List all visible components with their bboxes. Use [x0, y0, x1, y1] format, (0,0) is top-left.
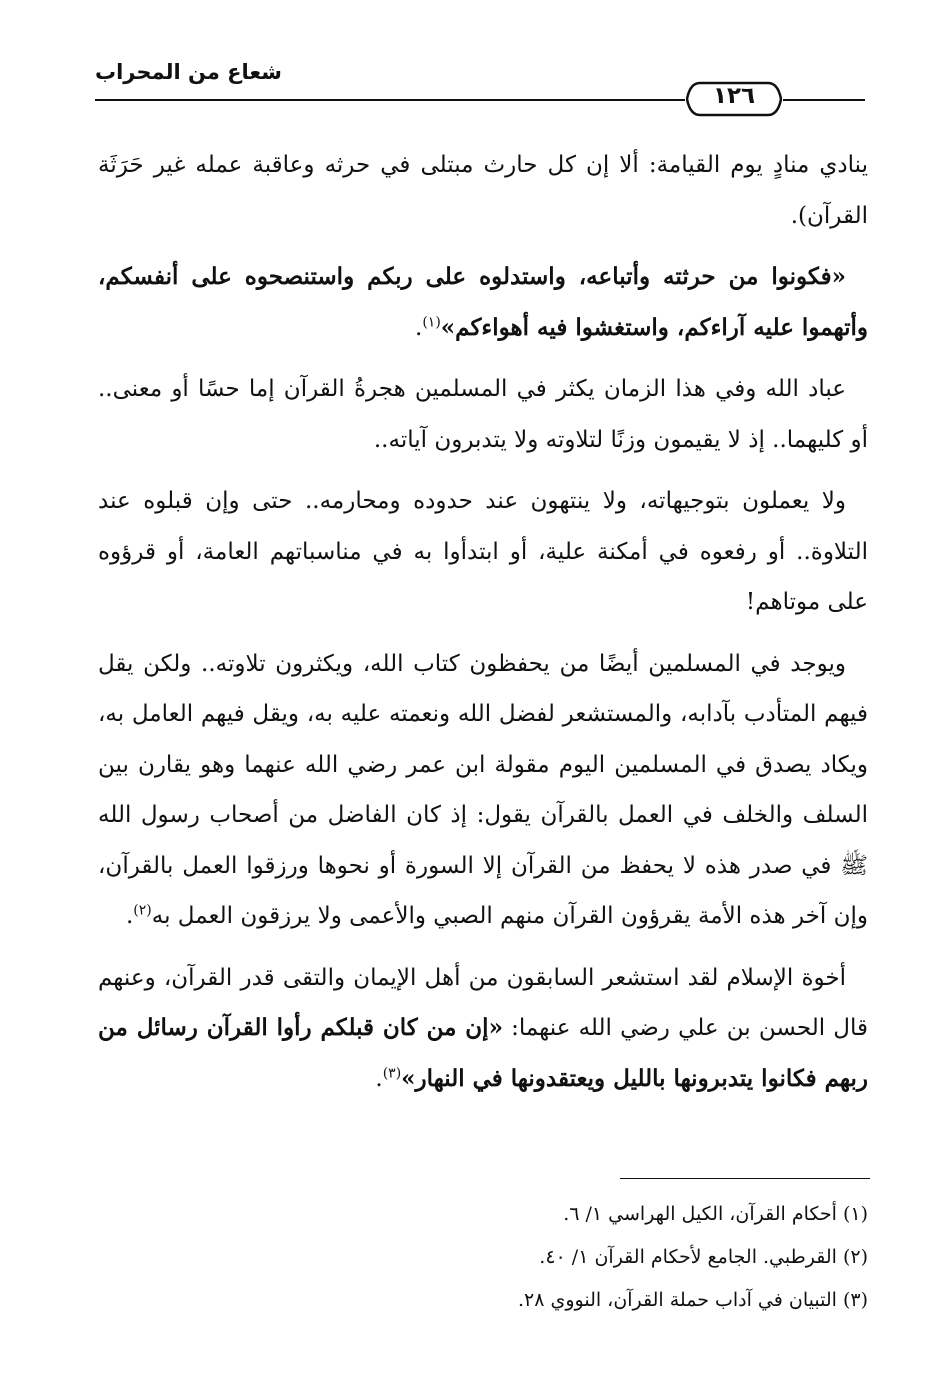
footnote-reference: (١) [422, 313, 441, 330]
paragraph-text: . [415, 314, 423, 341]
body-text [98, 140, 868, 1115]
page-number: ١٢٦ [712, 83, 756, 109]
paragraph-text: عباد الله وفي هذا الزمان يكثر في المسلمين هجرةُ القرآن إما حسًا أو معنى.. أو كليهما.. إذ لا يقيمون وزنًا لتلاوته ولا يتدبرون آياته.. [98, 376, 868, 453]
bold-quote-text: «إن من كان قبلكم رأوا القرآن رسائل من ربهم فكانوا يتدبرونها بالليل ويعتقدونها في النهار» [98, 1014, 868, 1092]
paragraph [98, 252, 868, 353]
header-rule-right [783, 99, 865, 101]
paragraph [98, 953, 868, 1105]
footnote: (٣) التبيان في آداب حملة القرآن، النووي ٢٨. [517, 1289, 868, 1311]
bold-quote-text: «فكونوا من حرثته وأتباعه، واستدلوه على ربكم واستنصحوه على أنفسكم، وأتهموا عليه آراءكم، واستغشوا فيه أهواءكم» [98, 263, 868, 341]
paragraph [98, 476, 868, 628]
paragraph-text: أخوة الإسلام لقد استشعر السابقون من أهل الإيمان والتقى قدر القرآن، وعنهم قال الحسن بن علي رضي الله عنهما: [98, 964, 868, 1041]
footnote-reference: (٢) [133, 902, 152, 919]
footnote: (٢) القرطبي. الجامع لأحكام القرآن ١/ ٤٠. [539, 1246, 868, 1268]
footnote-reference: (٣) [382, 1064, 402, 1081]
paragraph [98, 140, 868, 241]
page-number-frame [686, 80, 782, 118]
paragraph-text: ينادي منادٍ يوم القيامة: ألا إن كل حارث مبتلى في حرثه وعاقبة عمله غير حَرَثَة القرآن). [98, 152, 868, 229]
paragraph [98, 639, 868, 942]
running-header-title: شعاع من المحراب [95, 60, 282, 84]
paragraph-text: . [125, 903, 134, 929]
footnote-separator [620, 1178, 870, 1179]
paragraph-text: ويوجد في المسلمين أيضًا من يحفظون كتاب الله، ويكثرون تلاوته.. ولكن يقل فيهم المتأدب بآدابه، والمستشعر لفضل الله ونعمته عليه به، ويقل فيهم العامل به، ويكاد يصدق في المسلمين اليوم مقولة ابن عمر رضي الله عنهما وهو يقارن بين السلف والخلف في العمل بالقرآن يقول: إذ كان الفاضل من أصحاب رسول الله ﷺ في صدر هذه لا يحفظ من القرآن إلا السورة أو نحوها ورزقوا العمل بالقرآن، وإن آخر هذه الأمة يقرؤون القرآن منهم الصبي والأعمى ولا يرزقون العمل به [98, 650, 868, 929]
paragraph [98, 364, 868, 465]
footnotes [98, 1193, 868, 1322]
paragraph-text: . [375, 1065, 383, 1092]
header-rule-left [95, 99, 685, 101]
footnote: (١) أحكام القرآن، الكيل الهراسي ١/ ٦. [563, 1203, 868, 1225]
paragraph-text: ولا يعملون بتوجيهاته، ولا ينتهون عند حدوده ومحارمه.. حتى وإن قبلوه عند التلاوة.. أو رفعوه في أمكنة علية، أو ابتدأوا به في مناسباتهم العامة، أو قرؤوه على موتاهم! [98, 488, 868, 615]
